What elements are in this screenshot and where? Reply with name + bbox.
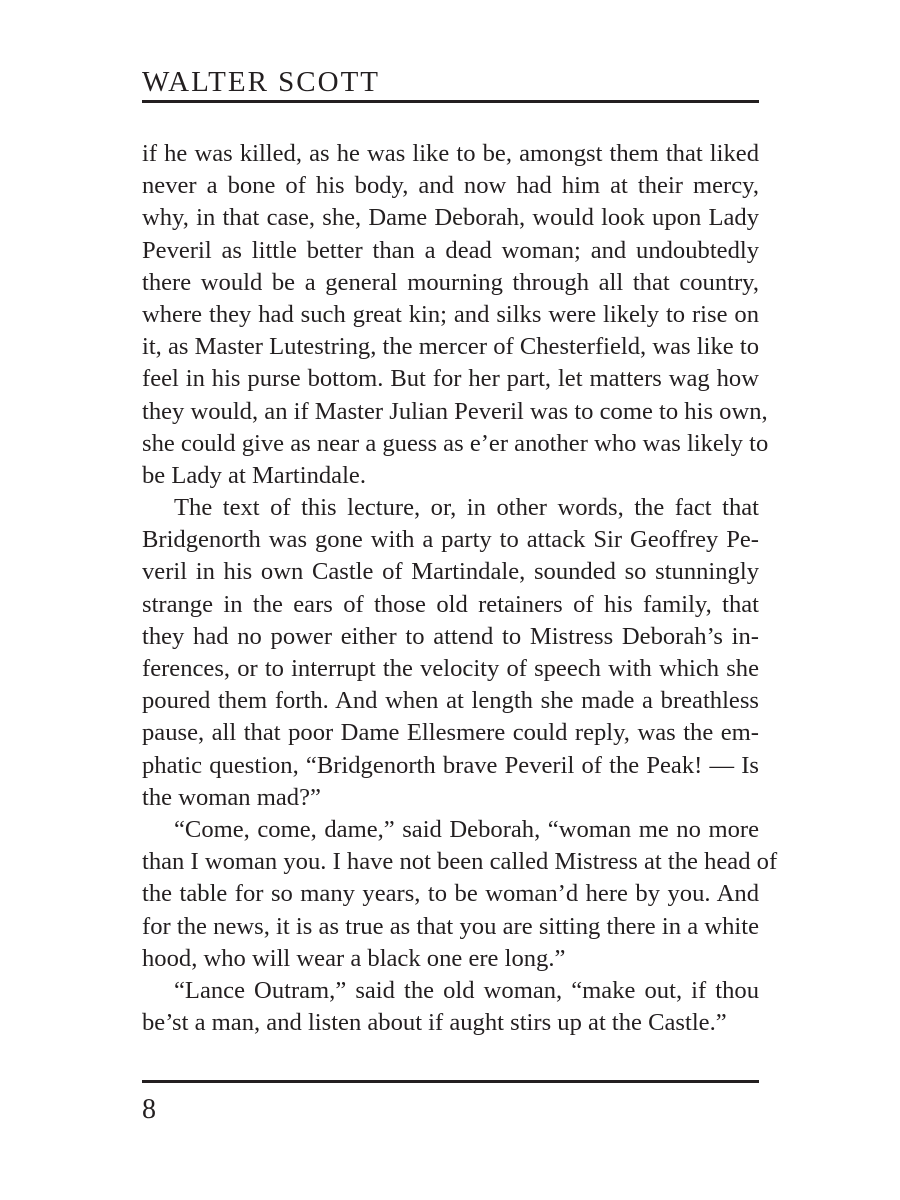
header-rule [142,100,759,103]
text-line: she could give as near a guess as e’er another who was likely to [142,429,769,457]
footer-rule [142,1080,759,1083]
text-line: strange in the ears of those old retainers of his family, that [142,590,759,618]
body-text [142,138,778,1039]
text-line: “Come, come, dame,” said Deborah, “woman me no more [174,815,759,843]
text-line: pause, all that poor Dame Ellesmere could reply, was the em- [142,719,759,747]
text-line: be’st a man, and listen about if aught stirs up at the Castle.” [142,1009,727,1037]
text-line: veril in his own Castle of Martindale, sounded so stunningly [142,558,759,586]
text-line: they had no power either to attend to Mistress Deborah’s in- [142,622,759,650]
text-line: Peveril as little better than a dead woman; and undoubtedly [142,236,759,264]
paragraph [142,138,769,492]
page-number: 8 [142,1094,156,1125]
text-line: feel in his purse bottom. But for her part, let matters wag how [142,365,759,393]
paragraph [142,975,759,1039]
text-line: be Lady at Martindale. [142,461,366,489]
paragraph [142,814,778,975]
text-line: phatic question, “Bridgenorth brave Peveril of the Peak! — Is [142,751,759,779]
text-line: why, in that case, she, Dame Deborah, would look upon Lady [142,204,759,232]
text-line: The text of this lecture, or, in other words, the fact that [174,494,759,522]
text-line: hood, who will wear a black one ere long.” [142,944,566,972]
text-line: if he was killed, as he was like to be, amongst them that liked [142,140,759,167]
text-line: ferences, or to interrupt the velocity of speech with which she [142,655,759,682]
text-line: never a bone of his body, and now had him at their mercy, [142,172,759,200]
text-line: they would, an if Master Julian Peveril was to come to his own, [142,397,768,425]
text-line: it, as Master Lutestring, the mercer of Chesterfield, was like to [142,333,759,361]
text-line: for the news, it is as true as that you are sitting there in a white [142,912,759,940]
text-line: “Lance Outram,” said the old woman, “make out, if thou [174,976,759,1004]
paragraph [142,492,759,814]
text-line: poured them forth. And when at length she made a breathless [142,687,759,715]
text-line: the woman mad?” [142,783,321,811]
text-line: the table for so many years, to be woman’d here by you. And [142,880,759,908]
text-line: than I woman you. I have not been called Mistress at the head of [142,848,778,876]
text-line: Bridgenorth was gone with a party to attack Sir Geoffrey Pe- [142,526,759,554]
text-line: there would be a general mourning through all that country, [142,268,759,296]
running-head: WALTER SCOTT [142,66,381,98]
text-line: where they had such great kin; and silks were likely to rise on [142,300,759,328]
